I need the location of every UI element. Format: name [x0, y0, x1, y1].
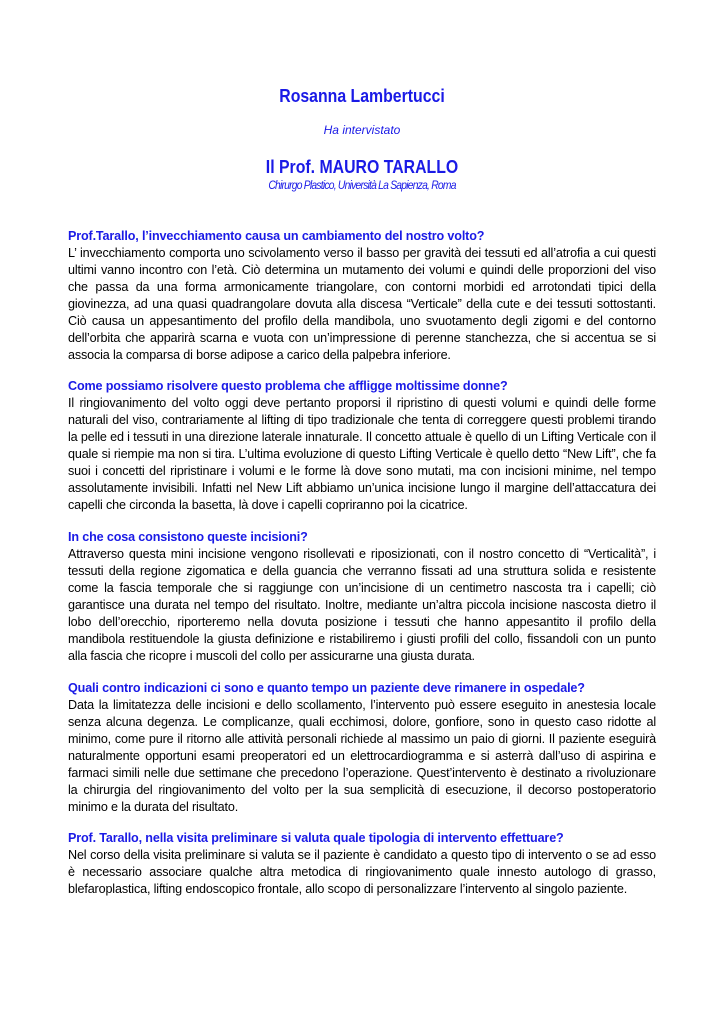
author-name: Rosanna Lambertucci — [279, 86, 445, 106]
qa-section — [68, 228, 656, 364]
answer-paragraph: L’ invecchiamento comporta uno scivolamento verso il basso per gravità dei tessuti ed all’atrofia a cui questi ultimi vanno incontro con l’età. Ciò determina un mutamento dei volumi e quindi delle proporzioni del viso che passa da una forma armonicamente triangolare, con contorni morbidi ed arrotondati tipici della giovinezza, ad una quasi quadrangolare dovuta alla discesa “Verticale” della cute e dei tessuti sottostanti. Ciò causa un appesantimento del profilo della mandibola, uno svuotamento degli zigomi e del contorno dell’orbita che apparirà scarna e vuota con un’impressione di perenne stanchezza, che si accentua se si associa la comparsa di borse adipose a carico della palpebra inferiore. — [68, 246, 656, 362]
question-heading: Come possiamo risolvere questo problema che affligge moltissime donne? — [68, 379, 508, 393]
qa-section — [68, 680, 656, 816]
question-heading: Prof.Tarallo, l’invecchiamento causa un cambiamento del nostro volto? — [68, 229, 485, 243]
interview-subtitle: Ha intervistato — [323, 123, 401, 137]
answer-paragraph: Attraverso questa mini incisione vengono risollevati e riposizionati, con il nostro concetto di “Verticalità”, i tessuti della regione zigomatica e della guancia che verranno fissati ad una struttura solida e resistente come la fascia temporale che si raggiunge con un’incisione di un centimetro nascosta tra i capelli; ciò garantisce una durata nel tempo del risultato. Inoltre, mediante un’altra piccola incisione nascosta dietro il lobo dell’orecchio, riporteremo nella dovuta posizione i tessuti che hanno appesantito il profilo della mandibola restituendole la giusta definizione e ristabiliremo i giusti profili del collo, fissandoli con un punto alla fascia che ricopre i muscoli del collo per assicurarne una giusta durata. — [68, 547, 656, 663]
document-page — [68, 84, 656, 896]
question-heading: Quali contro indicazioni ci sono e quanto tempo un paziente deve rimanere in ospedale? — [68, 681, 585, 695]
interviewee-role: Chirurgo Plastico, Università La Sapienza, Roma — [268, 178, 456, 192]
qa-section — [68, 830, 656, 898]
question-heading: In che cosa consistono queste incisioni? — [68, 530, 308, 544]
qa-section — [68, 378, 656, 514]
answer-paragraph: Nel corso della visita preliminare si valuta se il paziente è candidato a questo tipo di intervento o se ad esso è necessario associare qualche altra metodica di ringiovanimento quale innesto autologo di grasso, blefaroplastica, lifting endoscopico frontale, allo scopo di personalizzare l’intervento al singolo paziente. — [68, 848, 656, 896]
qa-section — [68, 529, 656, 665]
interviewee-name: Il Prof. MAURO TARALLO — [265, 157, 459, 177]
question-heading: Prof. Tarallo, nella visita preliminare si valuta quale tipologia di intervento effettuare? — [68, 831, 564, 845]
document-header — [68, 84, 656, 192]
answer-paragraph: Il ringiovanimento del volto oggi deve pertanto proporsi il ripristino di questi volumi e quindi delle forme naturali del viso, contrariamente al lifting di tipo tradizionale che tenta di correggere questi problemi tirando la pelle ed i tessuti in una direzione laterale innaturale. Il concetto attuale è quello di un Lifting Verticale con il quale si riempie ma non si tira. L’ultima evoluzione di questo Lifting Verticale è quello detto “New Lift”, che fa suoi i concetti del ripristinare i volumi e le forme là dove sono mutati, ma con incisioni minime, nel tempo assolutamente invisibili. Infatti nel New Lift abbiamo un’unica incisione lungo il margine dell’attaccatura dei capelli che circonda la basetta, là dove i capelli copriranno poi la cicatrice. — [68, 396, 656, 512]
answer-paragraph: Data la limitatezza delle incisioni e dello scollamento, l’intervento può essere eseguito in anestesia locale senza alcuna degenza. Le complicanze, quali ecchimosi, dolore, gonfiore, sono in questo caso ridotte al minimo, come pure il ritorno alle attività personali richiede al massimo un paio di giorni. Il paziente eseguirà naturalmente opportuni esami preoperatori ed un elettrocardiogramma e si asterrà dall’uso di aspirina e farmaci simili nelle due settimane che precedono l’operazione. Quest’intervento è destinato a rivoluzionare la chirurgia del ringiovanimento del volto per la sua semplicità di esecuzione, il decorso postoperatorio minimo e la durata del risultato. — [68, 698, 656, 814]
